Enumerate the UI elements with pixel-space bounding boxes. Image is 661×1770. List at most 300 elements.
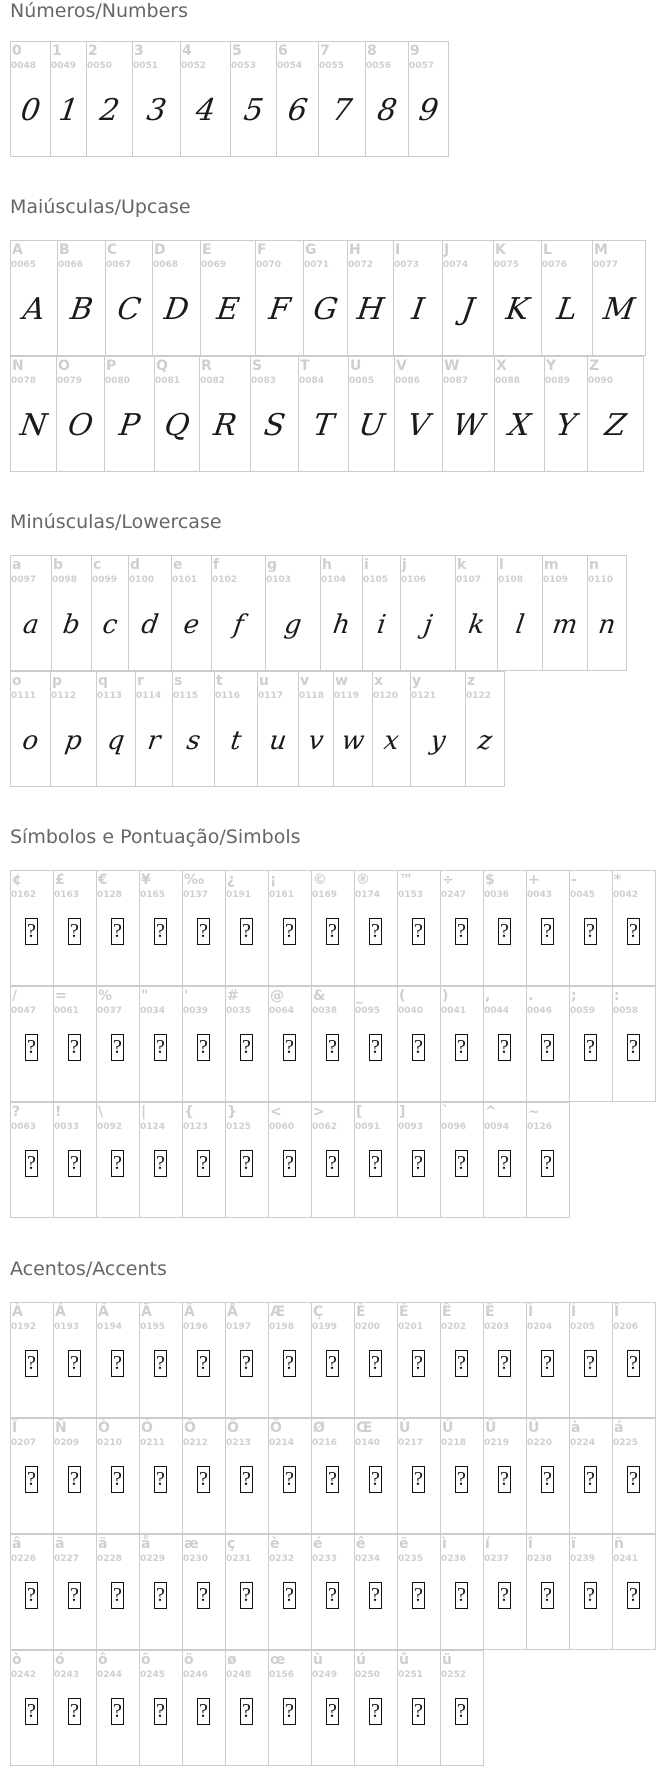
glyph-cell — [268, 1418, 312, 1534]
char-code: 0068 — [153, 260, 179, 270]
char-label: Ú — [442, 1420, 454, 1436]
char-code: 0038 — [312, 1006, 338, 1016]
char-label: ù — [313, 1652, 323, 1668]
char-label: m — [544, 557, 559, 573]
glyph-cell — [440, 870, 484, 986]
glyph-cell — [86, 41, 133, 157]
glyph-cell — [50, 41, 87, 157]
glyph-preview: d — [139, 610, 161, 640]
char-code: 0249 — [312, 1670, 338, 1680]
glyph-cell — [587, 555, 627, 671]
char-label: ¡ — [270, 872, 277, 888]
glyph-cell — [397, 1650, 441, 1766]
glyph-preview: m — [550, 610, 580, 640]
section-title-symbols: Símbolos e Pontuação/Simbols — [10, 826, 301, 848]
char-code: 0198 — [269, 1322, 295, 1332]
char-code: 0210 — [97, 1438, 123, 1448]
char-label: t — [216, 673, 223, 689]
missing-glyph-icon: ? — [541, 1150, 554, 1177]
char-code: 0234 — [355, 1554, 381, 1564]
missing-glyph-icon: ? — [197, 1466, 210, 1493]
char-label: % — [98, 988, 113, 1004]
char-label: 9 — [410, 43, 420, 59]
glyph-preview: R — [211, 408, 239, 443]
missing-glyph-icon: ? — [455, 1466, 468, 1493]
glyph-cell — [348, 356, 395, 472]
glyph-cell — [354, 1102, 398, 1218]
char-label: à — [571, 1420, 581, 1436]
glyph-cell — [311, 1302, 355, 1418]
glyph-cell — [569, 1418, 613, 1534]
glyph-cell — [276, 41, 319, 157]
glyph-preview: E — [214, 292, 242, 327]
glyph-cell — [544, 356, 588, 472]
char-code: 0044 — [484, 1006, 510, 1016]
missing-glyph-icon: ? — [68, 1350, 81, 1377]
missing-glyph-icon: ? — [412, 1034, 425, 1061]
char-label: Ó — [141, 1420, 153, 1436]
char-label: V — [396, 358, 407, 374]
glyph-preview: N — [17, 408, 50, 443]
glyph-cell — [225, 1650, 269, 1766]
char-code: 0217 — [398, 1438, 424, 1448]
missing-glyph-icon: ? — [455, 1150, 468, 1177]
char-label: ü — [442, 1652, 452, 1668]
char-code: 0072 — [348, 260, 374, 270]
char-code: 0199 — [312, 1322, 338, 1332]
char-label: € — [98, 872, 108, 888]
missing-glyph-icon: ? — [498, 1034, 511, 1061]
char-code: 0228 — [97, 1554, 123, 1564]
glyph-cell — [612, 1418, 656, 1534]
char-label: õ — [141, 1652, 151, 1668]
missing-glyph-icon: ? — [111, 1350, 124, 1377]
char-code: 0245 — [140, 1670, 166, 1680]
char-code: 0037 — [97, 1006, 123, 1016]
glyph-cell — [354, 1418, 398, 1534]
char-code: 0241 — [613, 1554, 639, 1564]
glyph-preview: M — [601, 292, 637, 327]
char-label: I — [395, 242, 401, 258]
missing-glyph-icon: ? — [197, 918, 210, 945]
char-code: 0231 — [226, 1554, 252, 1564]
missing-glyph-icon: ? — [627, 918, 640, 945]
char-label: í — [485, 1536, 490, 1552]
char-code: 0192 — [11, 1322, 37, 1332]
glyph-cell — [311, 1534, 355, 1650]
char-label: ø — [227, 1652, 237, 1668]
char-code: 0060 — [269, 1122, 295, 1132]
char-code: 0137 — [183, 890, 209, 900]
missing-glyph-icon: ? — [240, 1466, 253, 1493]
char-code: 0061 — [54, 1006, 80, 1016]
char-label: È — [356, 1304, 366, 1320]
char-code: 0112 — [51, 691, 77, 701]
char-code: 0124 — [140, 1122, 166, 1132]
char-label: Ù — [399, 1420, 411, 1436]
char-label: M — [594, 242, 608, 258]
glyph-cell — [268, 870, 312, 986]
char-code: 0069 — [201, 260, 227, 270]
char-label: { — [184, 1104, 194, 1120]
glyph-preview: 1 — [56, 93, 81, 128]
char-label: P — [106, 358, 117, 374]
char-code: 0049 — [51, 61, 77, 71]
glyph-cell — [225, 1102, 269, 1218]
char-label: : — [614, 988, 620, 1004]
char-code: 0071 — [304, 260, 330, 270]
char-label: # — [227, 988, 239, 1004]
glyph-cell — [199, 356, 251, 472]
char-code: 0095 — [355, 1006, 381, 1016]
char-label: A — [12, 242, 23, 258]
glyph-cell — [10, 671, 51, 787]
glyph-cell — [318, 41, 366, 157]
glyph-cell — [182, 1302, 226, 1418]
char-code: 0230 — [183, 1554, 209, 1564]
glyph-cell — [612, 986, 656, 1102]
char-code: 0218 — [441, 1438, 467, 1448]
char-code: 0076 — [542, 260, 568, 270]
glyph-cell — [96, 870, 140, 986]
glyph-cell — [362, 555, 401, 671]
char-code: 0036 — [484, 890, 510, 900]
char-label: D — [154, 242, 166, 258]
char-label: d — [130, 557, 141, 573]
char-label: S — [252, 358, 263, 374]
char-label: ö — [184, 1652, 194, 1668]
glyph-cell — [10, 1102, 54, 1218]
char-label: K — [495, 242, 506, 258]
glyph-cell — [139, 1102, 183, 1218]
char-code: 0211 — [140, 1438, 166, 1448]
missing-glyph-icon: ? — [326, 1350, 339, 1377]
char-code: 0227 — [54, 1554, 80, 1564]
glyph-preview: a — [21, 610, 41, 640]
glyph-preview: W — [450, 408, 487, 443]
glyph-cell — [96, 1418, 140, 1534]
glyph-cell — [592, 240, 646, 356]
char-code: 0204 — [527, 1322, 553, 1332]
char-label: s — [174, 673, 183, 689]
glyph-cell — [225, 1534, 269, 1650]
char-label: C — [107, 242, 118, 258]
char-label: " — [141, 988, 149, 1004]
glyph-preview: w — [339, 726, 367, 756]
char-label: Â — [98, 1304, 109, 1320]
glyph-preview: 4 — [193, 93, 218, 128]
char-code: 0207 — [11, 1438, 37, 1448]
glyph-preview: f — [231, 610, 246, 640]
char-label: 2 — [88, 43, 98, 59]
char-label: b — [53, 557, 64, 573]
glyph-preview: r — [145, 726, 163, 756]
char-label: ¢ — [12, 872, 22, 888]
char-code: 0066 — [58, 260, 84, 270]
char-code: 0110 — [588, 575, 614, 585]
glyph-cell — [569, 1534, 613, 1650]
glyph-cell — [132, 41, 181, 157]
char-code: 0053 — [231, 61, 257, 71]
char-label: - — [571, 872, 577, 888]
glyph-preview: O — [65, 408, 96, 443]
glyph-cell — [51, 555, 92, 671]
char-code: 0035 — [226, 1006, 252, 1016]
char-label: Ø — [313, 1420, 325, 1436]
missing-glyph-icon: ? — [68, 1150, 81, 1177]
char-code: 0119 — [334, 691, 360, 701]
glyph-cell — [311, 1102, 355, 1218]
glyph-cell — [541, 240, 593, 356]
char-label: y — [412, 673, 422, 689]
char-code: 0118 — [299, 691, 325, 701]
missing-glyph-icon: ? — [111, 1698, 124, 1725]
char-label: 5 — [232, 43, 242, 59]
char-label: , — [485, 988, 491, 1004]
char-code: 0079 — [57, 376, 83, 386]
char-label: Ì — [528, 1304, 534, 1320]
char-label: Ã — [141, 1304, 152, 1320]
char-code: 0115 — [173, 691, 199, 701]
char-code: 0236 — [441, 1554, 467, 1564]
char-code: 0086 — [395, 376, 421, 386]
section-title-lowercase: Minúsculas/Lowercase — [10, 511, 222, 533]
glyph-cell — [53, 1302, 97, 1418]
glyph-cell — [440, 1102, 484, 1218]
glyph-preview: o — [20, 726, 41, 756]
char-label: ì — [442, 1536, 447, 1552]
char-label: + — [528, 872, 540, 888]
glyph-preview: T — [311, 408, 337, 443]
glyph-cell — [455, 555, 498, 671]
glyph-preview: D — [162, 292, 192, 327]
char-code: 0193 — [54, 1322, 80, 1332]
char-code: 0084 — [299, 376, 325, 386]
glyph-cell — [56, 356, 105, 472]
glyph-cell — [154, 356, 200, 472]
glyph-preview: 3 — [144, 93, 169, 128]
glyph-cell — [53, 1534, 97, 1650]
char-label: ^ — [485, 1104, 497, 1120]
missing-glyph-icon: ? — [154, 1698, 167, 1725]
glyph-cell — [268, 1650, 312, 1766]
glyph-cell — [526, 986, 570, 1102]
char-label: 0 — [12, 43, 22, 59]
glyph-cell — [440, 986, 484, 1102]
missing-glyph-icon: ? — [326, 1582, 339, 1609]
missing-glyph-icon: ? — [68, 1034, 81, 1061]
glyph-cell — [311, 986, 355, 1102]
char-label: h — [322, 557, 332, 573]
char-label: ] — [399, 1104, 406, 1120]
glyph-cell — [587, 356, 644, 472]
missing-glyph-icon: ? — [197, 1034, 210, 1061]
char-label: w — [335, 673, 348, 689]
glyph-cell — [612, 1534, 656, 1650]
char-label: 6 — [278, 43, 288, 59]
glyph-cell — [10, 356, 57, 472]
glyph-preview: j — [421, 610, 435, 640]
glyph-cell — [96, 1302, 140, 1418]
glyph-preview: U — [356, 408, 387, 443]
char-code: 0039 — [183, 1006, 209, 1016]
char-label: L — [543, 242, 552, 258]
glyph-preview: b — [61, 610, 82, 640]
char-label: g — [267, 557, 278, 573]
missing-glyph-icon: ? — [498, 918, 511, 945]
missing-glyph-icon: ? — [25, 918, 38, 945]
char-label: ! — [55, 1104, 62, 1120]
char-code: 0252 — [441, 1670, 467, 1680]
glyph-cell — [442, 356, 495, 472]
char-code: 0107 — [456, 575, 482, 585]
char-code: 0140 — [355, 1438, 381, 1448]
char-label: Z — [589, 358, 600, 374]
char-code: 0033 — [54, 1122, 80, 1132]
char-label: & — [313, 988, 326, 1004]
glyph-cell — [397, 1418, 441, 1534]
char-code: 0220 — [527, 1438, 553, 1448]
char-code: 0162 — [11, 890, 37, 900]
glyph-preview: t — [228, 726, 244, 756]
char-code: 0174 — [355, 890, 381, 900]
missing-glyph-icon: ? — [111, 1582, 124, 1609]
char-label: \ — [98, 1104, 104, 1120]
char-code: 0120 — [373, 691, 399, 701]
char-label: Ä — [184, 1304, 195, 1320]
char-label: ã — [55, 1536, 65, 1552]
missing-glyph-icon: ? — [627, 1350, 640, 1377]
char-code: 0126 — [527, 1122, 553, 1132]
char-code: 0128 — [97, 890, 123, 900]
char-code: 0224 — [570, 1438, 596, 1448]
glyph-cell — [465, 671, 505, 787]
char-code: 0064 — [269, 1006, 295, 1016]
glyph-cell — [526, 870, 570, 986]
glyph-cell — [182, 1650, 226, 1766]
char-label: è — [270, 1536, 280, 1552]
char-label: Y — [546, 358, 557, 374]
missing-glyph-icon: ? — [25, 1034, 38, 1061]
char-code: 0096 — [441, 1122, 467, 1132]
char-label: Ê — [442, 1304, 452, 1320]
char-code: 0116 — [215, 691, 241, 701]
char-label: É — [399, 1304, 409, 1320]
char-label: J — [444, 242, 450, 258]
glyph-preview: 8 — [375, 93, 400, 128]
char-label: k — [457, 557, 467, 573]
char-label: Å — [227, 1304, 238, 1320]
char-label: = — [55, 988, 67, 1004]
missing-glyph-icon: ? — [68, 1466, 81, 1493]
char-code: 0200 — [355, 1322, 381, 1332]
char-label: Œ — [356, 1420, 373, 1436]
glyph-cell — [333, 671, 373, 787]
char-label: T — [300, 358, 310, 374]
char-code: 0125 — [226, 1122, 252, 1132]
missing-glyph-icon: ? — [326, 1034, 339, 1061]
char-label: / — [12, 988, 18, 1004]
char-code: 0057 — [409, 61, 435, 71]
glyph-cell — [200, 240, 256, 356]
missing-glyph-icon: ? — [455, 1698, 468, 1725]
char-code: 0114 — [136, 691, 162, 701]
char-code: 0123 — [183, 1122, 209, 1132]
missing-glyph-icon: ? — [455, 1350, 468, 1377]
glyph-preview: P — [117, 408, 143, 443]
missing-glyph-icon: ? — [68, 1698, 81, 1725]
char-label: Ô — [184, 1420, 196, 1436]
char-label: Ç — [313, 1304, 324, 1320]
char-label: < — [270, 1104, 282, 1120]
glyph-cell — [180, 41, 231, 157]
char-code: 0246 — [183, 1670, 209, 1680]
char-label: z — [467, 673, 476, 689]
char-label: r — [137, 673, 144, 689]
missing-glyph-icon: ? — [412, 1698, 425, 1725]
glyph-cell — [10, 1302, 54, 1418]
glyph-cell — [182, 1418, 226, 1534]
glyph-preview: s — [184, 726, 203, 756]
glyph-preview: i — [375, 610, 388, 640]
missing-glyph-icon: ? — [541, 1466, 554, 1493]
glyph-preview: K — [503, 292, 532, 327]
glyph-preview: 9 — [416, 93, 441, 128]
missing-glyph-icon: ? — [283, 918, 296, 945]
char-label: æ — [184, 1536, 199, 1552]
glyph-cell — [152, 240, 201, 356]
glyph-cell — [400, 555, 456, 671]
char-label: E — [202, 242, 212, 258]
char-code: 0195 — [140, 1322, 166, 1332]
glyph-cell — [96, 1102, 140, 1218]
char-label: é — [313, 1536, 323, 1552]
char-code: 0050 — [87, 61, 113, 71]
char-code: 0063 — [11, 1122, 37, 1132]
glyph-cell — [569, 1302, 613, 1418]
missing-glyph-icon: ? — [111, 1150, 124, 1177]
glyph-cell — [483, 1534, 527, 1650]
missing-glyph-icon: ? — [197, 1698, 210, 1725]
missing-glyph-icon: ? — [369, 1350, 382, 1377]
glyph-preview: S — [261, 408, 288, 443]
missing-glyph-icon: ? — [111, 918, 124, 945]
glyph-cell — [311, 1650, 355, 1766]
glyph-cell — [225, 986, 269, 1102]
missing-glyph-icon: ? — [541, 1350, 554, 1377]
glyph-cell — [311, 1418, 355, 1534]
glyph-cell — [139, 986, 183, 1102]
char-label: H — [349, 242, 361, 258]
glyph-cell — [483, 1102, 527, 1218]
char-label: O — [58, 358, 70, 374]
glyph-cell — [230, 41, 277, 157]
glyph-cell — [397, 1302, 441, 1418]
char-code: 0250 — [355, 1670, 381, 1680]
missing-glyph-icon: ? — [154, 1034, 167, 1061]
missing-glyph-icon: ? — [584, 1466, 597, 1493]
char-code: 0243 — [54, 1670, 80, 1680]
glyph-preview: 6 — [285, 93, 310, 128]
glyph-preview: V — [405, 408, 432, 443]
char-label: l — [499, 557, 504, 573]
char-code: 0121 — [411, 691, 437, 701]
char-code: 0103 — [266, 575, 292, 585]
glyph-cell — [172, 671, 215, 787]
char-code: 0244 — [97, 1670, 123, 1680]
char-label: Á — [55, 1304, 66, 1320]
char-label: W — [444, 358, 460, 374]
